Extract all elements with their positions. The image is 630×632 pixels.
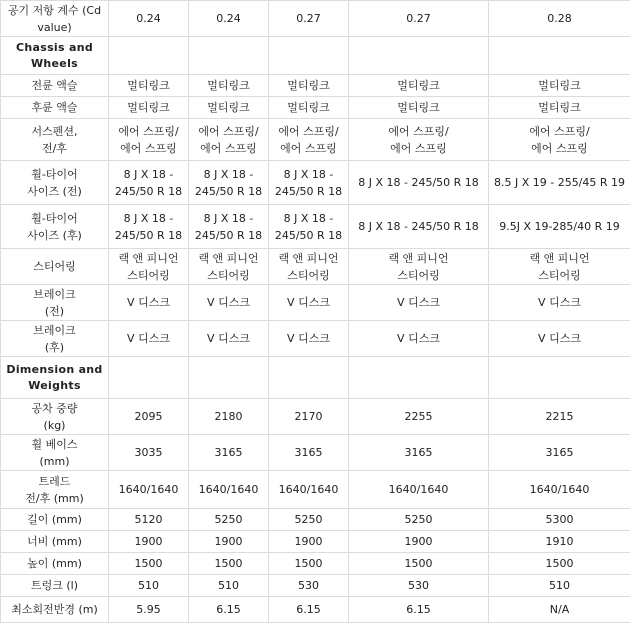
table-cell: V 디스크 — [269, 321, 349, 357]
row-label: 최소회전반경 (m) — [1, 597, 109, 623]
table-row — [1, 471, 630, 509]
row-label: 브레이크 (후) — [1, 321, 109, 357]
row-label: 휠-타이어 사이즈 (후) — [1, 205, 109, 249]
table-cell: 멀티링크 — [109, 75, 189, 97]
table-cell: 3165 — [189, 435, 269, 471]
row-label: 전륜 액슬 — [1, 75, 109, 97]
table-cell: V 디스크 — [189, 321, 269, 357]
table-cell: 멀티링크 — [109, 97, 189, 119]
empty-cell — [189, 37, 269, 75]
table-cell: 0.28 — [489, 1, 630, 37]
table-cell: 멀티링크 — [489, 75, 630, 97]
table-cell: V 디스크 — [109, 285, 189, 321]
table-cell: 6.15 — [349, 597, 489, 623]
row-label: 길이 (mm) — [1, 509, 109, 531]
row-label: 후륜 액슬 — [1, 97, 109, 119]
table-cell: 2095 — [109, 399, 189, 435]
empty-cell — [349, 37, 489, 75]
table-cell: 530 — [269, 575, 349, 597]
table-cell: 에어 스프링/ 에어 스프링 — [269, 119, 349, 161]
table-cell: 1900 — [109, 531, 189, 553]
row-label: 트레드 전/후 (mm) — [1, 471, 109, 509]
table-cell: 2170 — [269, 399, 349, 435]
table-cell: 1500 — [109, 553, 189, 575]
table-row — [1, 531, 630, 553]
table-cell: V 디스크 — [189, 285, 269, 321]
table-cell: 멀티링크 — [489, 97, 630, 119]
table-cell: 510 — [489, 575, 630, 597]
table-cell: 멀티링크 — [189, 75, 269, 97]
table-cell: 멀티링크 — [349, 75, 489, 97]
row-label: 브레이크 (전) — [1, 285, 109, 321]
section-row — [1, 37, 630, 75]
table-cell: 3165 — [269, 435, 349, 471]
table-cell: 랙 앤 피니언 스티어링 — [109, 249, 189, 285]
table-cell: 530 — [349, 575, 489, 597]
table-row — [1, 435, 630, 471]
table-cell: 5250 — [349, 509, 489, 531]
section-row — [1, 357, 630, 399]
table-cell: 멀티링크 — [269, 97, 349, 119]
table-cell: 에어 스프링/ 에어 스프링 — [189, 119, 269, 161]
empty-cell — [349, 357, 489, 399]
table-cell: V 디스크 — [109, 321, 189, 357]
table-cell: 3035 — [109, 435, 189, 471]
table-cell: 1500 — [189, 553, 269, 575]
table-cell: 1500 — [489, 553, 630, 575]
table-cell: 랙 앤 피니언 스티어링 — [489, 249, 630, 285]
table-cell: 1640/1640 — [349, 471, 489, 509]
empty-cell — [269, 357, 349, 399]
table-cell: 1640/1640 — [109, 471, 189, 509]
table-cell: 멀티링크 — [189, 97, 269, 119]
row-label: 휠 베이스 (mm) — [1, 435, 109, 471]
row-label: 서스펜션, 전/후 — [1, 119, 109, 161]
table-cell: 8 J X 18 - 245/50 R 18 — [269, 205, 349, 249]
table-cell: 1500 — [269, 553, 349, 575]
table-cell: 랙 앤 피니언 스티어링 — [189, 249, 269, 285]
table-cell: V 디스크 — [269, 285, 349, 321]
table-cell: 8.5 J X 19 - 255/45 R 19 — [489, 161, 630, 205]
table-cell: 멀티링크 — [269, 75, 349, 97]
table-cell: 멀티링크 — [349, 97, 489, 119]
table-row — [1, 553, 630, 575]
table-cell: 510 — [109, 575, 189, 597]
table-cell: V 디스크 — [349, 285, 489, 321]
table-cell: V 디스크 — [489, 285, 630, 321]
table-cell: 5250 — [269, 509, 349, 531]
table-cell: 8 J X 18 - 245/50 R 18 — [349, 161, 489, 205]
table-cell: V 디스크 — [349, 321, 489, 357]
table-cell: 에어 스프링/ 에어 스프링 — [109, 119, 189, 161]
table-cell: N/A — [489, 597, 630, 623]
table-cell: 8 J X 18 - 245/50 R 18 — [109, 205, 189, 249]
table-cell: 9.5J X 19-285/40 R 19 — [489, 205, 630, 249]
table-cell: 1900 — [189, 531, 269, 553]
empty-cell — [489, 37, 630, 75]
spec-table-body — [1, 1, 630, 623]
table-cell: 2255 — [349, 399, 489, 435]
table-cell: 1640/1640 — [489, 471, 630, 509]
table-cell: 랙 앤 피니언 스티어링 — [269, 249, 349, 285]
table-row — [1, 285, 630, 321]
row-label: 공차 중량 (kg) — [1, 399, 109, 435]
empty-cell — [189, 357, 269, 399]
section-heading: Dimension and Weights — [1, 357, 109, 399]
table-cell: 5.95 — [109, 597, 189, 623]
table-cell: 2215 — [489, 399, 630, 435]
table-cell: 0.27 — [349, 1, 489, 37]
table-row — [1, 509, 630, 531]
table-row — [1, 1, 630, 37]
table-cell: 5300 — [489, 509, 630, 531]
empty-cell — [269, 37, 349, 75]
section-heading: Chassis and Wheels — [1, 37, 109, 75]
table-row — [1, 597, 630, 623]
table-row — [1, 75, 630, 97]
table-row — [1, 399, 630, 435]
table-cell: 1900 — [349, 531, 489, 553]
table-row — [1, 321, 630, 357]
table-cell: 8 J X 18 - 245/50 R 18 — [349, 205, 489, 249]
table-cell: 3165 — [489, 435, 630, 471]
row-label: 휠-타이어 사이즈 (전) — [1, 161, 109, 205]
table-cell: 6.15 — [189, 597, 269, 623]
table-cell: 8 J X 18 - 245/50 R 18 — [189, 161, 269, 205]
table-cell: 0.24 — [109, 1, 189, 37]
table-cell: 1500 — [349, 553, 489, 575]
table-cell: 8 J X 18 - 245/50 R 18 — [109, 161, 189, 205]
table-cell: 1910 — [489, 531, 630, 553]
table-cell: 5250 — [189, 509, 269, 531]
table-row — [1, 161, 630, 205]
empty-cell — [109, 37, 189, 75]
table-row — [1, 205, 630, 249]
table-cell: 8 J X 18 - 245/50 R 18 — [189, 205, 269, 249]
row-label: 너비 (mm) — [1, 531, 109, 553]
table-row — [1, 97, 630, 119]
table-cell: 0.27 — [269, 1, 349, 37]
table-cell: 6.15 — [269, 597, 349, 623]
row-label: 트렁크 (l) — [1, 575, 109, 597]
table-cell: 1640/1640 — [189, 471, 269, 509]
table-cell: 2180 — [189, 399, 269, 435]
row-label: 공기 저항 계수 (Cd value) — [1, 1, 109, 37]
table-cell: 3165 — [349, 435, 489, 471]
table-row — [1, 119, 630, 161]
table-cell: 5120 — [109, 509, 189, 531]
table-cell: 8 J X 18 - 245/50 R 18 — [269, 161, 349, 205]
table-cell: 랙 앤 피니언 스티어링 — [349, 249, 489, 285]
table-cell: 에어 스프링/ 에어 스프링 — [349, 119, 489, 161]
empty-cell — [489, 357, 630, 399]
row-label: 스티어링 — [1, 249, 109, 285]
table-cell: 510 — [189, 575, 269, 597]
table-row — [1, 575, 630, 597]
empty-cell — [109, 357, 189, 399]
table-cell: 0.24 — [189, 1, 269, 37]
table-cell: 1900 — [269, 531, 349, 553]
table-cell: 1640/1640 — [269, 471, 349, 509]
table-cell: V 디스크 — [489, 321, 630, 357]
table-row — [1, 249, 630, 285]
row-label: 높이 (mm) — [1, 553, 109, 575]
table-cell: 에어 스프링/ 에어 스프링 — [489, 119, 630, 161]
